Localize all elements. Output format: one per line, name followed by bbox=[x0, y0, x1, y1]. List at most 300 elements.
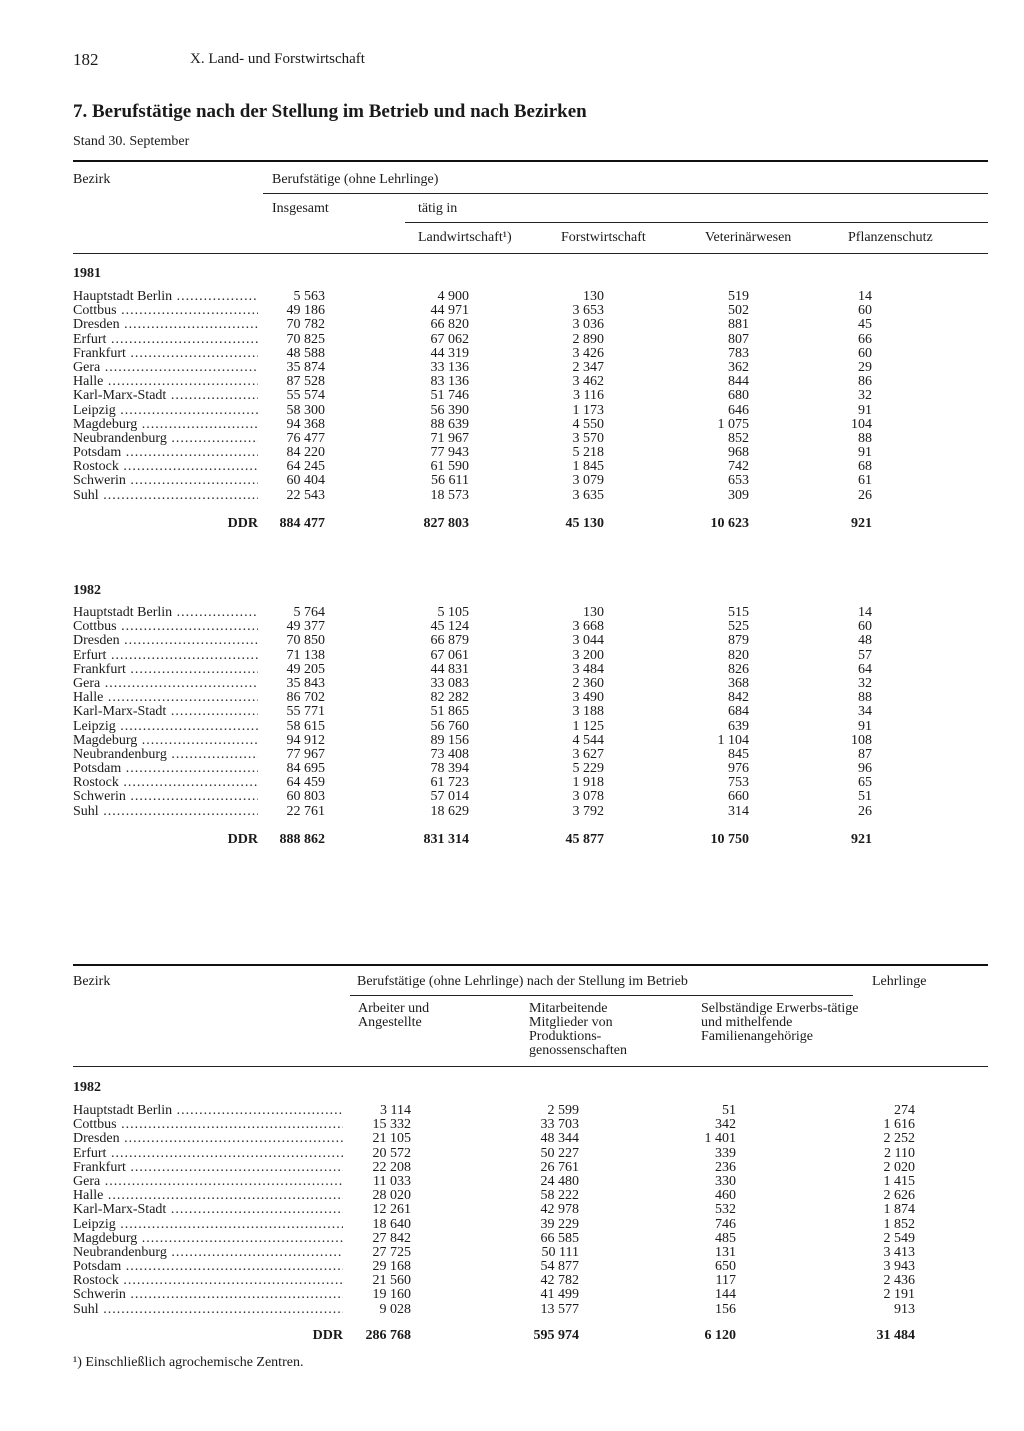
table-cell: 330 bbox=[715, 1173, 736, 1189]
bezirk-name: Schwerin ..... bbox=[73, 474, 258, 488]
table-row bbox=[73, 290, 873, 304]
table-row bbox=[73, 1203, 923, 1217]
total-cell: 595 974 bbox=[533, 1328, 579, 1343]
table-cell: 5 764 bbox=[293, 605, 325, 620]
table-cell: 73 408 bbox=[430, 746, 469, 762]
table-row bbox=[73, 318, 873, 332]
table-cell: 2 347 bbox=[572, 359, 604, 375]
table-cell: 3 627 bbox=[572, 746, 604, 762]
table-cell: 339 bbox=[715, 1145, 736, 1161]
table-cell: 48 344 bbox=[540, 1131, 579, 1147]
table-cell: 131 bbox=[715, 1244, 736, 1260]
table-row bbox=[73, 304, 873, 318]
table-cell: 3 653 bbox=[572, 303, 604, 319]
table-cell: 48 588 bbox=[286, 345, 325, 361]
table2-header-arbeiter: Arbeiter und Angestellte bbox=[358, 1001, 430, 1030]
table-cell: 1 852 bbox=[883, 1216, 915, 1232]
table-cell: 362 bbox=[728, 359, 749, 375]
table-cell: 144 bbox=[715, 1287, 736, 1303]
bezirk-name: Rostock ..... bbox=[73, 776, 258, 790]
table-cell: 71 967 bbox=[430, 430, 469, 446]
table-row bbox=[73, 720, 873, 734]
table-cell: 502 bbox=[728, 303, 749, 319]
table-cell: 653 bbox=[728, 473, 749, 489]
bezirk-name: Schwerin ..... bbox=[73, 790, 258, 804]
table-cell: 660 bbox=[728, 789, 749, 805]
table-cell: 3 635 bbox=[572, 487, 604, 503]
chapter-title: X. Land- und Forstwirtschaft bbox=[190, 51, 365, 67]
table-row bbox=[73, 1132, 923, 1146]
table-cell: 48 bbox=[858, 633, 872, 649]
table-cell: 51 bbox=[722, 1103, 736, 1118]
table-cell: 49 186 bbox=[286, 303, 325, 319]
table-cell: 56 611 bbox=[431, 473, 469, 489]
table-cell: 368 bbox=[728, 675, 749, 691]
table-cell: 68 bbox=[858, 459, 872, 475]
bezirk-name: Cottbus ..... bbox=[73, 304, 258, 318]
table-cell: 753 bbox=[728, 775, 749, 791]
table-cell: 2 599 bbox=[547, 1103, 579, 1118]
total-cell: 31 484 bbox=[876, 1328, 915, 1343]
table-row bbox=[73, 1189, 923, 1203]
table-cell: 3 570 bbox=[572, 430, 604, 446]
table-cell: 33 703 bbox=[540, 1117, 579, 1133]
table-row bbox=[73, 375, 873, 389]
bezirk-name: Cottbus ..... bbox=[73, 1118, 343, 1132]
table-row bbox=[73, 432, 873, 446]
table-row bbox=[73, 691, 873, 705]
table-row bbox=[73, 620, 873, 634]
table-cell: 18 640 bbox=[372, 1216, 411, 1232]
table-cell: 67 062 bbox=[430, 331, 469, 347]
table-cell: 88 bbox=[858, 690, 872, 706]
table-cell: 60 bbox=[858, 345, 872, 361]
table-cell: 342 bbox=[715, 1117, 736, 1133]
table-cell: 1 918 bbox=[572, 775, 604, 791]
table-cell: 2 890 bbox=[572, 331, 604, 347]
total-cell: 827 803 bbox=[423, 516, 469, 531]
table1-header-group: Berufstätige (ohne Lehrlinge) bbox=[272, 172, 439, 187]
table-cell: 39 229 bbox=[540, 1216, 579, 1232]
table-cell: 58 615 bbox=[286, 718, 325, 734]
table-cell: 2 436 bbox=[883, 1273, 915, 1289]
table-cell: 1 075 bbox=[717, 416, 749, 432]
table-row bbox=[73, 333, 873, 347]
table-cell: 18 629 bbox=[430, 803, 469, 819]
total-cell: 45 877 bbox=[565, 832, 604, 847]
table-cell: 83 136 bbox=[430, 374, 469, 390]
table-cell: 29 168 bbox=[372, 1259, 411, 1275]
table-row bbox=[73, 474, 873, 488]
table-cell: 88 bbox=[858, 430, 872, 446]
table-cell: 91 bbox=[858, 718, 872, 734]
bezirk-name: Dresden ..... bbox=[73, 634, 258, 648]
table-cell: 89 156 bbox=[430, 732, 469, 748]
table-cell: 826 bbox=[728, 661, 749, 677]
table-cell: 24 480 bbox=[540, 1173, 579, 1189]
table-cell: 51 865 bbox=[430, 704, 469, 720]
table1-header-forstwirtschaft: Forstwirtschaft bbox=[561, 230, 646, 245]
table-row bbox=[73, 776, 873, 790]
table-cell: 87 bbox=[858, 746, 872, 762]
table-row bbox=[73, 1274, 923, 1288]
table-row bbox=[73, 1288, 923, 1302]
table-cell: 45 124 bbox=[430, 619, 469, 635]
bezirk-name: Neubrandenburg ..... bbox=[73, 1246, 343, 1260]
table1-header-bezirk: Bezirk bbox=[73, 172, 111, 187]
total-cell: 888 862 bbox=[279, 832, 325, 847]
table-row bbox=[73, 1147, 923, 1161]
table-title: 7. Berufstätige nach der Stellung im Betrieb und nach Bezirken bbox=[73, 101, 587, 122]
table-cell: 1 845 bbox=[572, 459, 604, 475]
table-cell: 515 bbox=[728, 605, 749, 620]
table-cell: 913 bbox=[894, 1301, 915, 1317]
table-cell: 55 574 bbox=[286, 388, 325, 404]
table-cell: 3 943 bbox=[883, 1259, 915, 1275]
bezirk-name: Halle ..... bbox=[73, 375, 258, 389]
table-cell: 130 bbox=[583, 289, 604, 304]
table1-rows-1981 bbox=[73, 290, 873, 503]
bezirk-name: Karl-Marx-Stadt ..... bbox=[73, 705, 258, 719]
table-cell: 60 bbox=[858, 619, 872, 635]
table-cell: 84 220 bbox=[286, 445, 325, 461]
table-row bbox=[73, 663, 873, 677]
table-cell: 51 bbox=[858, 789, 872, 805]
table-cell: 50 227 bbox=[540, 1145, 579, 1161]
table1-header-bottom-rule bbox=[73, 253, 988, 254]
table-cell: 71 138 bbox=[286, 647, 325, 663]
table-cell: 3 426 bbox=[572, 345, 604, 361]
table-cell: 156 bbox=[715, 1301, 736, 1317]
table-cell: 21 560 bbox=[372, 1273, 411, 1289]
table-cell: 15 332 bbox=[372, 1117, 411, 1133]
table-cell: 18 573 bbox=[430, 487, 469, 503]
table-cell: 1 104 bbox=[717, 732, 749, 748]
table-cell: 57 014 bbox=[430, 789, 469, 805]
table2-rows-1982 bbox=[73, 1104, 923, 1317]
bezirk-name: Gera ..... bbox=[73, 1175, 343, 1189]
table2-total-1982 bbox=[73, 1328, 923, 1344]
table-cell: 968 bbox=[728, 445, 749, 461]
table-cell: 56 390 bbox=[430, 402, 469, 418]
total-cell: 45 130 bbox=[565, 516, 604, 531]
table1-header-pflanzenschutz: Pflanzenschutz bbox=[848, 230, 933, 245]
table-cell: 3 484 bbox=[572, 661, 604, 677]
table-cell: 35 874 bbox=[286, 359, 325, 375]
bezirk-name: Magdeburg ..... bbox=[73, 418, 258, 432]
table-cell: 5 563 bbox=[293, 289, 325, 304]
table-cell: 2 549 bbox=[883, 1230, 915, 1246]
table1-header-insgesamt: Insgesamt bbox=[272, 201, 329, 216]
table-cell: 61 590 bbox=[430, 459, 469, 475]
table-cell: 28 020 bbox=[372, 1188, 411, 1204]
table-cell: 91 bbox=[858, 445, 872, 461]
table-cell: 56 760 bbox=[430, 718, 469, 734]
table-row bbox=[73, 1161, 923, 1175]
bezirk-name: Potsdam ..... bbox=[73, 446, 258, 460]
table-cell: 67 061 bbox=[430, 647, 469, 663]
section-year: 1982 bbox=[73, 1080, 101, 1095]
table-cell: 33 083 bbox=[430, 675, 469, 691]
table-cell: 314 bbox=[728, 803, 749, 819]
total-cell: 831 314 bbox=[423, 832, 469, 847]
table-cell: 3 462 bbox=[572, 374, 604, 390]
table-cell: 844 bbox=[728, 374, 749, 390]
table-cell: 485 bbox=[715, 1230, 736, 1246]
table-cell: 65 bbox=[858, 775, 872, 791]
total-label: DDR bbox=[312, 1328, 343, 1343]
table-row bbox=[73, 404, 873, 418]
bezirk-name: Hauptstadt Berlin ..... bbox=[73, 290, 258, 304]
table-row bbox=[73, 790, 873, 804]
table1-header-taetig: tätig in bbox=[418, 201, 458, 216]
table-cell: 525 bbox=[728, 619, 749, 635]
table-cell: 44 971 bbox=[430, 303, 469, 319]
table-cell: 12 261 bbox=[372, 1202, 411, 1218]
bezirk-name: Dresden ..... bbox=[73, 1132, 343, 1146]
table1-group-rule bbox=[263, 193, 988, 194]
table-cell: 460 bbox=[715, 1188, 736, 1204]
table-row bbox=[73, 347, 873, 361]
table-cell: 842 bbox=[728, 690, 749, 706]
table-row bbox=[73, 634, 873, 648]
table-cell: 21 105 bbox=[372, 1131, 411, 1147]
table-cell: 22 543 bbox=[286, 487, 325, 503]
table-cell: 3 078 bbox=[572, 789, 604, 805]
table-cell: 29 bbox=[858, 359, 872, 375]
table-cell: 77 943 bbox=[430, 445, 469, 461]
table-cell: 3 413 bbox=[883, 1244, 915, 1260]
table-cell: 51 746 bbox=[430, 388, 469, 404]
table-cell: 64 bbox=[858, 661, 872, 677]
table-cell: 45 bbox=[858, 317, 872, 333]
table-cell: 50 111 bbox=[541, 1244, 579, 1260]
table-cell: 1 401 bbox=[704, 1131, 736, 1147]
table-cell: 54 877 bbox=[540, 1259, 579, 1275]
bezirk-name: Potsdam ..... bbox=[73, 762, 258, 776]
total-cell: 286 768 bbox=[365, 1328, 411, 1343]
table-cell: 2 626 bbox=[883, 1188, 915, 1204]
table-cell: 879 bbox=[728, 633, 749, 649]
table-cell: 519 bbox=[728, 289, 749, 304]
section-year: 1982 bbox=[73, 583, 101, 598]
table1-total-1982 bbox=[73, 832, 873, 848]
bezirk-name: Leipzig ..... bbox=[73, 720, 258, 734]
table-cell: 41 499 bbox=[540, 1287, 579, 1303]
table-row bbox=[73, 361, 873, 375]
table-cell: 3 200 bbox=[572, 647, 604, 663]
table2-header-bottom-rule bbox=[73, 1066, 988, 1067]
table-cell: 26 bbox=[858, 487, 872, 503]
table-cell: 32 bbox=[858, 675, 872, 691]
table-cell: 3 044 bbox=[572, 633, 604, 649]
table-cell: 3 490 bbox=[572, 690, 604, 706]
table-cell: 91 bbox=[858, 402, 872, 418]
table-row bbox=[73, 389, 873, 403]
table-row bbox=[73, 1175, 923, 1189]
table-subtitle: Stand 30. September bbox=[73, 134, 190, 149]
table-cell: 807 bbox=[728, 331, 749, 347]
table-cell: 94 912 bbox=[286, 732, 325, 748]
table-cell: 639 bbox=[728, 718, 749, 734]
table-cell: 13 577 bbox=[540, 1301, 579, 1317]
total-cell: 10 623 bbox=[710, 516, 749, 531]
table-cell: 66 bbox=[858, 331, 872, 347]
table-cell: 49 205 bbox=[286, 661, 325, 677]
table-cell: 58 300 bbox=[286, 402, 325, 418]
table-row bbox=[73, 1104, 923, 1118]
bezirk-name: Magdeburg ..... bbox=[73, 1232, 343, 1246]
table2-header-selbstaendige: Selbständige Erwerbs-tätige und mithelfende Familienangehörige bbox=[701, 1001, 859, 1044]
table1-header-landwirtschaft: Landwirtschaft¹) bbox=[418, 230, 512, 245]
table-cell: 881 bbox=[728, 317, 749, 333]
table-cell: 76 477 bbox=[286, 430, 325, 446]
table-cell: 84 695 bbox=[286, 761, 325, 777]
bezirk-name: Suhl ..... bbox=[73, 1303, 343, 1317]
bezirk-name: Leipzig ..... bbox=[73, 1218, 343, 1232]
table-row bbox=[73, 677, 873, 691]
table-cell: 70 782 bbox=[286, 317, 325, 333]
bezirk-name: Suhl ..... bbox=[73, 805, 258, 819]
table-cell: 14 bbox=[858, 289, 872, 304]
bezirk-name: Dresden ..... bbox=[73, 318, 258, 332]
bezirk-name: Frankfurt ..... bbox=[73, 347, 258, 361]
bezirk-name: Rostock ..... bbox=[73, 1274, 343, 1288]
table1-sub-rule bbox=[405, 222, 988, 223]
table-cell: 5 218 bbox=[572, 445, 604, 461]
table-cell: 44 319 bbox=[430, 345, 469, 361]
table-cell: 87 528 bbox=[286, 374, 325, 390]
table-cell: 86 bbox=[858, 374, 872, 390]
table-row bbox=[73, 1218, 923, 1232]
total-cell: 921 bbox=[851, 516, 872, 531]
total-cell: 6 120 bbox=[704, 1328, 736, 1343]
table-cell: 3 079 bbox=[572, 473, 604, 489]
table-cell: 88 639 bbox=[430, 416, 469, 432]
table-cell: 19 160 bbox=[372, 1287, 411, 1303]
table-row bbox=[73, 1246, 923, 1260]
table-row bbox=[73, 649, 873, 663]
bezirk-name: Hauptstadt Berlin ..... bbox=[73, 606, 258, 620]
bezirk-name: Leipzig ..... bbox=[73, 404, 258, 418]
total-cell: 10 750 bbox=[710, 832, 749, 847]
table1-total-1981 bbox=[73, 516, 873, 532]
table-row bbox=[73, 1118, 923, 1132]
bezirk-name: Gera ..... bbox=[73, 361, 258, 375]
table-cell: 1 874 bbox=[883, 1202, 915, 1218]
table-cell: 26 bbox=[858, 803, 872, 819]
bezirk-name: Gera ..... bbox=[73, 677, 258, 691]
table-cell: 82 282 bbox=[430, 690, 469, 706]
table-cell: 2 191 bbox=[883, 1287, 915, 1303]
table-cell: 70 850 bbox=[286, 633, 325, 649]
bezirk-name: Erfurt ..... bbox=[73, 649, 258, 663]
table-cell: 274 bbox=[894, 1103, 915, 1118]
bezirk-name: Karl-Marx-Stadt ..... bbox=[73, 389, 258, 403]
table-cell: 44 831 bbox=[430, 661, 469, 677]
table-cell: 94 368 bbox=[286, 416, 325, 432]
bezirk-name: Frankfurt ..... bbox=[73, 1161, 343, 1175]
table-cell: 1 173 bbox=[572, 402, 604, 418]
table-cell: 61 723 bbox=[430, 775, 469, 791]
bezirk-name: Cottbus ..... bbox=[73, 620, 258, 634]
bezirk-name: Erfurt ..... bbox=[73, 1147, 343, 1161]
table-cell: 57 bbox=[858, 647, 872, 663]
table2-header-lehrlinge: Lehrlinge bbox=[872, 974, 927, 989]
table2-group-rule bbox=[350, 995, 853, 996]
table-cell: 5 105 bbox=[437, 605, 469, 620]
bezirk-name: Rostock ..... bbox=[73, 460, 258, 474]
table-cell: 742 bbox=[728, 459, 749, 475]
table-cell: 4 550 bbox=[572, 416, 604, 432]
table-cell: 14 bbox=[858, 605, 872, 620]
table-cell: 34 bbox=[858, 704, 872, 720]
table-cell: 60 bbox=[858, 303, 872, 319]
table-cell: 11 033 bbox=[373, 1173, 411, 1189]
table-cell: 78 394 bbox=[430, 761, 469, 777]
table-cell: 4 544 bbox=[572, 732, 604, 748]
table-cell: 3 114 bbox=[380, 1103, 411, 1118]
table-cell: 3 792 bbox=[572, 803, 604, 819]
table-cell: 2 110 bbox=[884, 1145, 915, 1161]
total-label: DDR bbox=[227, 832, 258, 847]
section-year: 1981 bbox=[73, 266, 101, 281]
table-cell: 86 702 bbox=[286, 690, 325, 706]
table-cell: 42 782 bbox=[540, 1273, 579, 1289]
table-row bbox=[73, 606, 873, 620]
table-cell: 64 245 bbox=[286, 459, 325, 475]
table-cell: 746 bbox=[715, 1216, 736, 1232]
table-cell: 684 bbox=[728, 704, 749, 720]
table-cell: 66 585 bbox=[540, 1230, 579, 1246]
table1-header-veterinaerwesen: Veterinärwesen bbox=[705, 230, 792, 245]
table-row bbox=[73, 748, 873, 762]
bezirk-name: Suhl ..... bbox=[73, 489, 258, 503]
table-cell: 5 229 bbox=[572, 761, 604, 777]
table-cell: 117 bbox=[715, 1273, 736, 1289]
table-cell: 3 668 bbox=[572, 619, 604, 635]
table-cell: 22 208 bbox=[372, 1159, 411, 1175]
table-cell: 22 761 bbox=[286, 803, 325, 819]
table-cell: 42 978 bbox=[540, 1202, 579, 1218]
table-row bbox=[73, 446, 873, 460]
table-row bbox=[73, 418, 873, 432]
table-cell: 77 967 bbox=[286, 746, 325, 762]
table-cell: 20 572 bbox=[372, 1145, 411, 1161]
bezirk-name: Potsdam ..... bbox=[73, 1260, 343, 1274]
table-cell: 1 616 bbox=[883, 1117, 915, 1133]
table-cell: 108 bbox=[851, 732, 872, 748]
total-cell: 884 477 bbox=[279, 516, 325, 531]
table-cell: 60 404 bbox=[286, 473, 325, 489]
table-cell: 236 bbox=[715, 1159, 736, 1175]
table-cell: 35 843 bbox=[286, 675, 325, 691]
table-cell: 26 761 bbox=[540, 1159, 579, 1175]
total-label: DDR bbox=[227, 516, 258, 531]
table-cell: 104 bbox=[851, 416, 872, 432]
table1-rows-1982 bbox=[73, 606, 873, 819]
table-cell: 3 116 bbox=[573, 388, 604, 404]
table-cell: 60 803 bbox=[286, 789, 325, 805]
table-cell: 1 415 bbox=[883, 1173, 915, 1189]
bezirk-name: Erfurt ..... bbox=[73, 333, 258, 347]
table-cell: 650 bbox=[715, 1259, 736, 1275]
table-cell: 1 125 bbox=[572, 718, 604, 734]
table-cell: 309 bbox=[728, 487, 749, 503]
bezirk-name: Karl-Marx-Stadt ..... bbox=[73, 1203, 343, 1217]
table-cell: 820 bbox=[728, 647, 749, 663]
table-row bbox=[73, 734, 873, 748]
